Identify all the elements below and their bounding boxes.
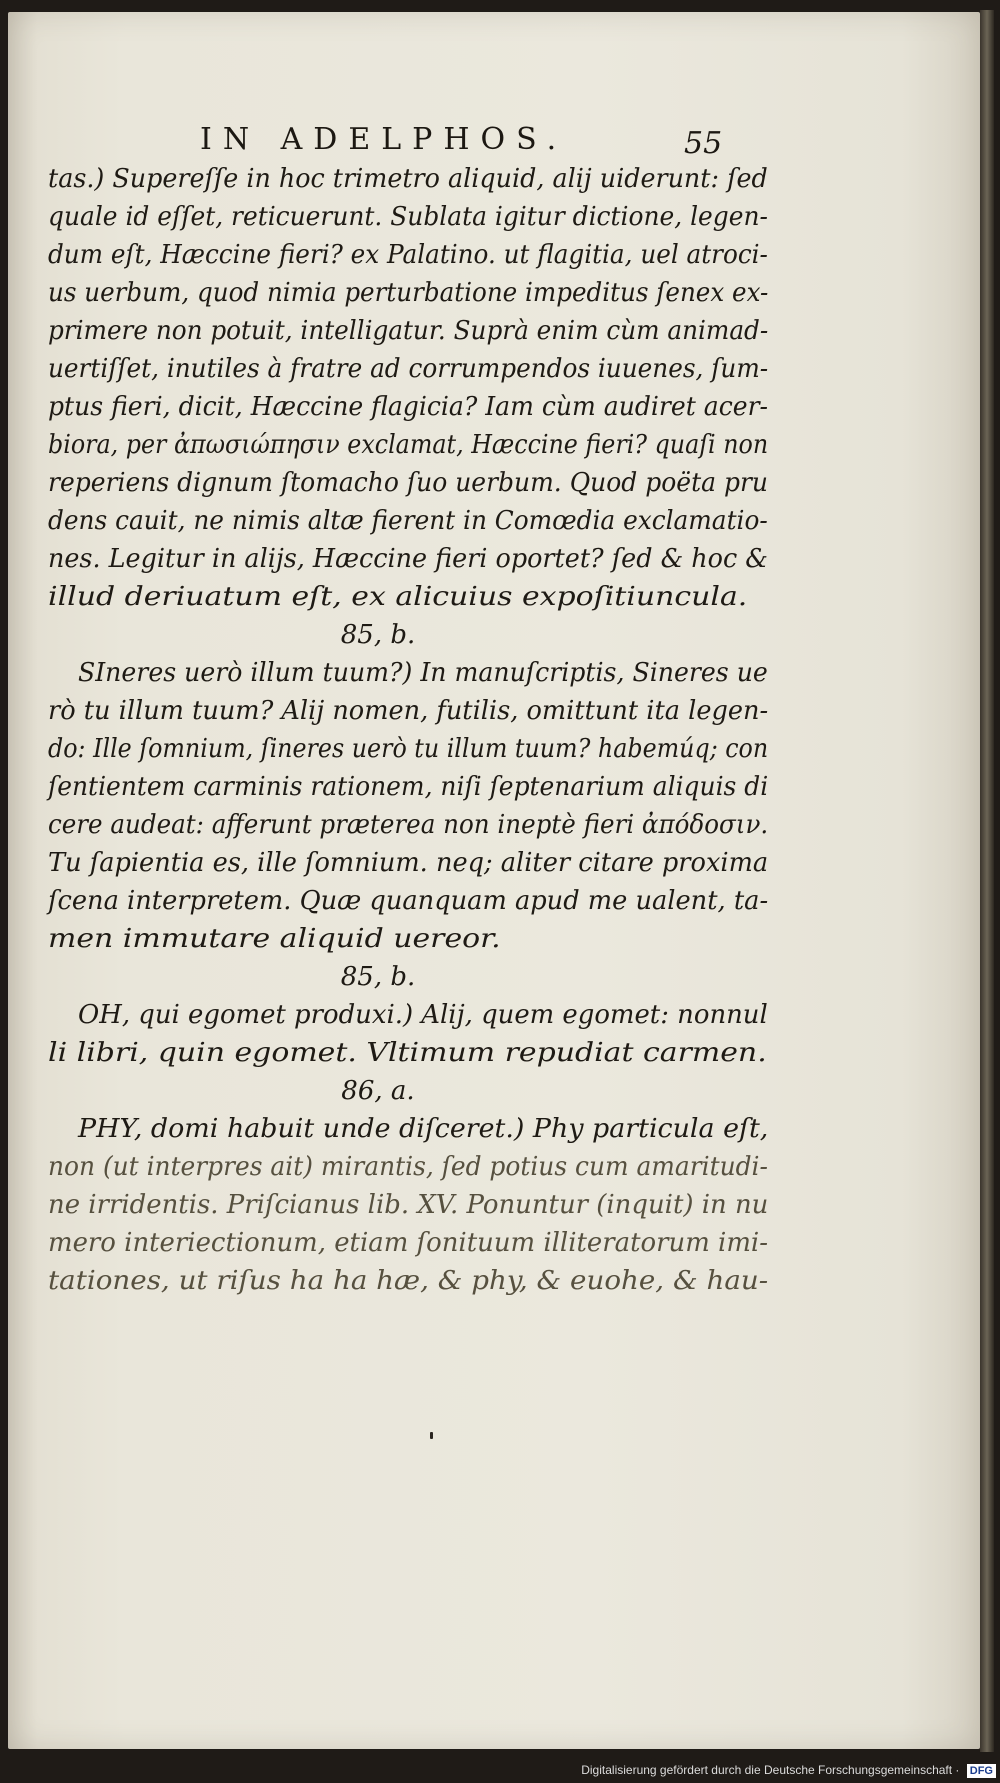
text-line: biora, per ἀπωσιώπησιν exclamat, Hæccine fieri? quaſi non	[48, 430, 769, 460]
credit-text: Digitalisierung gefördert durch die Deutsche Forschungsgemeinschaft ·	[581, 1763, 960, 1777]
text-line: ſentientem carminis rationem, niſi ſeptenarium aliquis di	[48, 772, 769, 802]
text-line: tationes, ut riſus ha ha hæ, & phy, & euohe, & hau-	[48, 1266, 769, 1296]
text-line: dum eſt, Hæccine fieri? ex Palatino. ut flagitia, uel atroci-	[48, 240, 768, 270]
section-reference: 85, b.	[340, 962, 416, 992]
text-line: OH, qui egomet produxi.) Alij, quem egomet: nonnul	[78, 1000, 768, 1030]
commentary-text	[48, 160, 768, 1300]
text-line: PHY, domi habuit unde diſceret.) Phy particula eſt,	[78, 1114, 769, 1144]
text-line: us uerbum, quod nimia perturbatione impeditus ſenex ex-	[48, 278, 769, 308]
running-head	[200, 122, 760, 162]
book-edge	[980, 10, 994, 1752]
text-line: ptus fieri, dicit, Hæccine flagicia? Iam cùm audiret acer-	[48, 392, 769, 422]
text-line: men immutare aliquid uereor.	[48, 924, 501, 954]
digitization-credit	[581, 1760, 996, 1780]
text-line: rò tu illum tuum? Alij nomen, futilis, omittunt ita legen-	[48, 696, 769, 726]
text-line: quale id eſſet, reticuerunt. Sublata igitur dictione, legen-	[48, 202, 768, 232]
text-line: do: Ille ſomnium, ſineres uerò tu illum tuum? habemúq; con	[48, 734, 769, 764]
text-line: mero interiectionum, etiam ſonituum illiteratorum imi-	[48, 1228, 768, 1258]
dfg-logo: DFG	[967, 1764, 996, 1778]
text-line: ſcena interpretem. Quæ quanquam apud me ualent, ta-	[48, 886, 769, 916]
text-line: non (ut interpres ait) mirantis, ſed potius cum amaritudi-	[48, 1152, 768, 1182]
text-line: tas.) Supereſſe in hoc trimetro aliquid, alij uiderunt: ſed	[48, 164, 768, 194]
text-line: illud deriuatum eſt, ex alicuius expoſitiuncula.	[48, 582, 748, 612]
section-reference: 85, b.	[340, 620, 416, 650]
text-line: cere audeat: afferunt præterea non ineptè fieri ἀπόδοσιν.	[48, 810, 769, 840]
page-number: 55	[684, 126, 723, 161]
text-line: primere non potuit, intelligatur. Suprà enim cùm animad-	[48, 316, 769, 346]
text-line: SIneres uerò illum tuum?) In manuſcriptis, Sineres ue	[78, 658, 768, 688]
text-line: uertiſſet, inutiles à fratre ad corrumpendos iuuenes, ſum-	[48, 354, 769, 384]
text-line: ne irridentis. Priſcianus lib. XV. Ponuntur (inquit) in nu	[48, 1190, 769, 1220]
text-line: reperiens dignum ſtomacho ſuo uerbum. Quod poëta pru	[48, 468, 768, 498]
ink-speck	[430, 1432, 433, 1439]
section-reference: 86, a.	[341, 1076, 415, 1106]
text-line: nes. Legitur in alijs, Hæccine fieri oportet? ſed & hoc &	[48, 544, 768, 574]
text-line: dens cauit, ne nimis altæ fierent in Comœdia exclamatio-	[48, 506, 768, 536]
text-line: li libri, quin egomet. Vltimum repudiat carmen.	[48, 1038, 767, 1068]
text-line: Tu ſapientia es, ille ſomnium. neq; aliter citare proxima	[48, 848, 769, 878]
running-title: IN ADELPHOS.	[200, 122, 568, 157]
